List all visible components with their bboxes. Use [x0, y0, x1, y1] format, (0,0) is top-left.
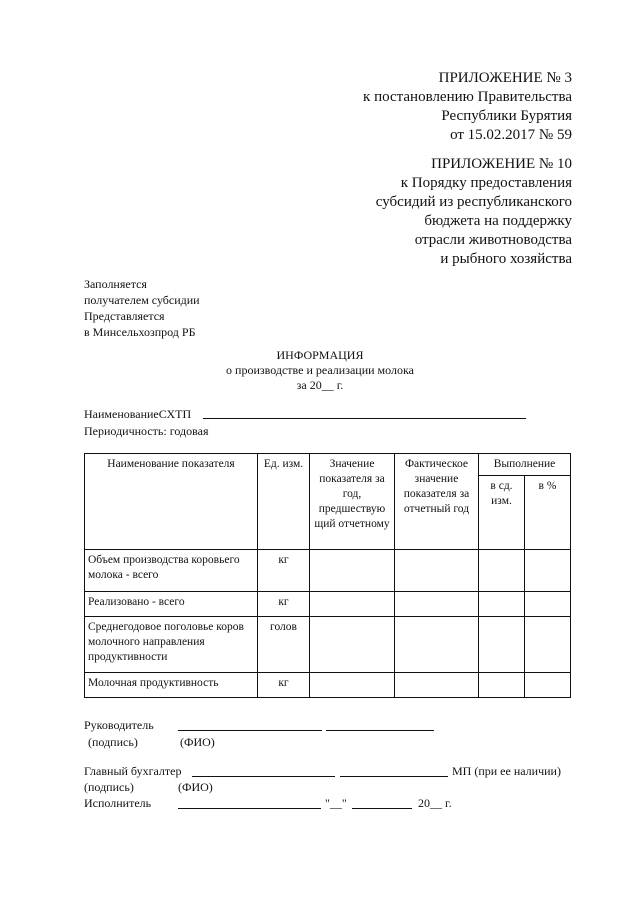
row-in-units-cell[interactable]: [479, 617, 525, 673]
document-title-block: [0, 348, 640, 393]
table-row: [85, 592, 571, 617]
date-day-field: "__": [325, 796, 347, 810]
row-indicator-name: Объем производства коровьего молока - всего: [85, 550, 258, 592]
name-field-label: НаименованиеСХТП: [84, 407, 192, 421]
table-row: [85, 617, 571, 673]
document-subtitle: о производстве и реализации молока: [226, 363, 414, 377]
appendix-10-line: к Порядку предоставления: [400, 175, 572, 191]
row-unit: кг: [258, 673, 310, 698]
stamp-note: МП (при ее наличии): [452, 764, 561, 778]
appendix-3-header: [363, 69, 572, 145]
row-indicator-name: Среднегодовое поголовье коров молочного направления продуктивности: [85, 617, 258, 673]
table-row: [85, 550, 571, 592]
fill-note-line: Представляется: [84, 309, 165, 323]
row-prev-value-cell[interactable]: [310, 592, 395, 617]
fill-note: [84, 276, 200, 340]
head-fio-caption: (ФИО): [180, 735, 215, 749]
row-prev-value-cell[interactable]: [310, 673, 395, 698]
row-in-units-cell[interactable]: [479, 550, 525, 592]
date-year-field: 20__ г.: [418, 796, 452, 810]
accountant-fio-caption: (ФИО): [178, 780, 213, 794]
row-prev-value-cell[interactable]: [310, 550, 395, 592]
head-fio-line[interactable]: [326, 730, 434, 731]
periodicity-label: Периодичность: годовая: [84, 424, 209, 438]
table-row: [85, 673, 571, 698]
header-prev-value: Значение показателя за год, предшествую щий отчетному: [310, 454, 395, 550]
date-month-line[interactable]: [352, 808, 412, 809]
header-in-percent: в %: [525, 476, 571, 550]
row-in-percent-cell[interactable]: [525, 673, 571, 698]
row-prev-value-cell[interactable]: [310, 617, 395, 673]
header-actual-value: Фактическое значение показателя за отчетный год: [395, 454, 479, 550]
row-indicator-name: Реализовано - всего: [85, 592, 258, 617]
fill-note-line: в Минсельхозпрод РБ: [84, 325, 196, 339]
row-actual-value-cell[interactable]: [395, 592, 479, 617]
row-in-percent-cell[interactable]: [525, 617, 571, 673]
row-unit: кг: [258, 550, 310, 592]
document-title: ИНФОРМАЦИЯ: [276, 348, 364, 362]
header-fulfillment: Выполнение: [479, 454, 571, 476]
row-in-units-cell[interactable]: [479, 592, 525, 617]
appendix-3-line: к постановлению Правительства: [363, 89, 572, 105]
row-unit: кг: [258, 592, 310, 617]
appendix-3-title: ПРИЛОЖЕНИЕ № 3: [438, 70, 572, 86]
head-signature-line[interactable]: [178, 730, 322, 731]
executor-signature-line[interactable]: [178, 808, 321, 809]
appendix-10-header: [376, 155, 572, 269]
row-in-percent-cell[interactable]: [525, 550, 571, 592]
fill-note-line: получателем субсидии: [84, 293, 200, 307]
accountant-sign-caption: (подпись): [84, 780, 134, 794]
header-unit: Ед. изм.: [258, 454, 310, 550]
header-indicator: Наименование показателя: [85, 454, 258, 550]
fill-note-line: Заполняется: [84, 277, 147, 291]
head-sign-caption: (подпись): [88, 735, 138, 749]
appendix-10-line: отрасли животноводства: [414, 232, 572, 248]
row-in-units-cell[interactable]: [479, 673, 525, 698]
appendix-3-line: от 15.02.2017 № 59: [450, 127, 572, 143]
row-actual-value-cell[interactable]: [395, 617, 479, 673]
accountant-label: Главный бухгалтер: [84, 764, 182, 778]
info-table: [84, 453, 571, 698]
accountant-fio-line[interactable]: [340, 776, 448, 777]
row-actual-value-cell[interactable]: [395, 673, 479, 698]
head-label: Руководитель: [84, 718, 154, 732]
executor-label: Исполнитель: [84, 796, 152, 810]
name-field-line[interactable]: [203, 418, 526, 419]
accountant-signature-line[interactable]: [192, 776, 335, 777]
row-in-percent-cell[interactable]: [525, 592, 571, 617]
appendix-10-line: бюджета на поддержку: [424, 213, 572, 229]
appendix-10-line: субсидий из республиканского: [375, 194, 572, 210]
appendix-3-line: Республики Бурятия: [441, 108, 572, 124]
document-year-line: за 20__ г.: [296, 378, 344, 392]
row-actual-value-cell[interactable]: [395, 550, 479, 592]
appendix-10-line: и рыбного хозяйства: [440, 251, 572, 267]
row-indicator-name: Молочная продуктивность: [85, 673, 258, 698]
header-in-units: в сд. изм.: [479, 476, 525, 550]
appendix-10-title: ПРИЛОЖЕНИЕ № 10: [431, 156, 572, 172]
row-unit: голов: [258, 617, 310, 673]
